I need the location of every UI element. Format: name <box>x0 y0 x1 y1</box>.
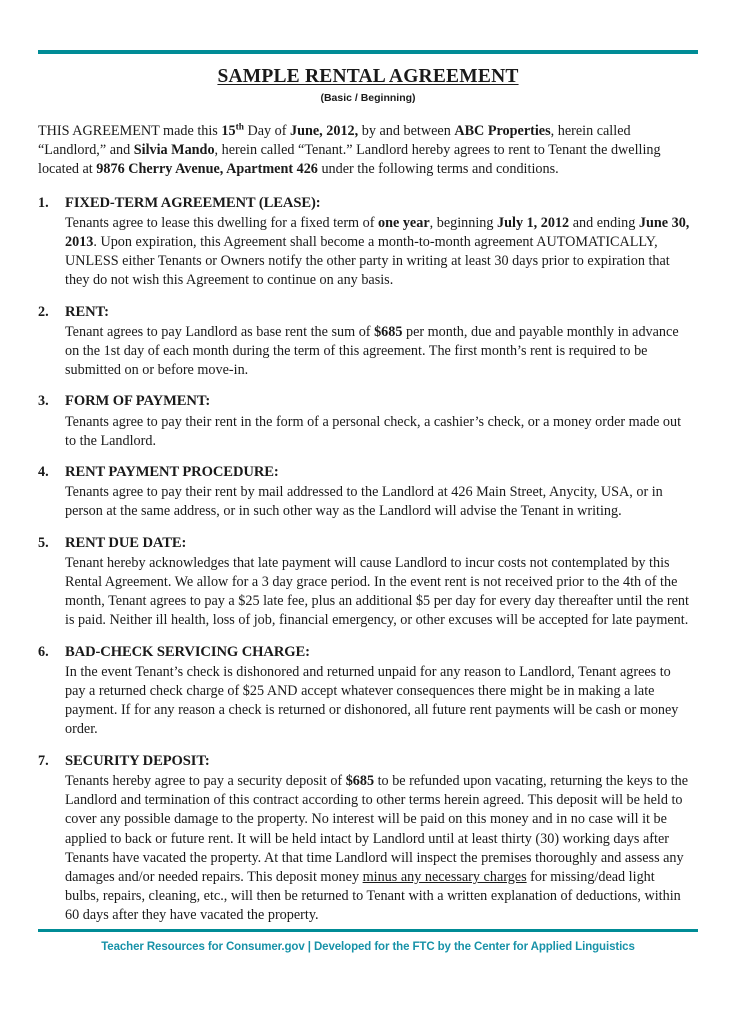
clause-list <box>38 194 692 926</box>
clause-text-run: Tenant agrees to pay Landlord as base rent the sum of <box>65 323 375 340</box>
clause-number: 6. <box>38 643 49 660</box>
clause-item <box>38 303 692 381</box>
clause-body <box>65 323 692 381</box>
clause-text-run: , beginning <box>429 214 498 231</box>
clause-text-run: Tenants agree to pay their rent by mail addressed to the Landlord at 426 Main Street, Anycity, USA, or in person at the same address, or in such other way as the Landlord will advise the Tenant in writing. <box>65 484 663 520</box>
tenant-name: Silvia Mando <box>133 142 215 159</box>
clause-text-run: for missing/dead light bulbs, repairs, cleaning, etc., will then be returned to Tenant with a written explanation of deductions, within 60 days after they have vacated the property. <box>65 868 681 924</box>
clause-text-run: Tenants agree to pay their rent in the form of a personal check, a cashier’s check, or a money order made out to the Landlord. <box>65 413 682 449</box>
agreement-intro-paragraph <box>38 122 692 180</box>
clause-body <box>65 483 692 521</box>
clause-emphasis-bold: $685 <box>345 772 375 789</box>
clause-text-run: and ending <box>569 214 639 231</box>
clause-text-run: to be refunded upon vacating, returning the keys to the Landlord and termination of this contract according to other terms herein agreed. This deposit will be held to cover any possible damage to the property. No interest will be paid on this money and in no case will it be applied to back or future rent. It will be held intact by Landlord until at least thirty (30) working days after Tenants have vacated the property. At that time Landlord will inspect the premises thoroughly and assess any damages and/or needed repairs. This deposit money <box>65 772 689 885</box>
clause-body <box>65 214 692 291</box>
clause-text-run: Tenants agree to lease this dwelling for a fixed term of <box>65 214 378 231</box>
clause-heading: RENT: <box>65 303 109 320</box>
clause-body <box>65 413 692 451</box>
clause-number: 7. <box>38 752 49 769</box>
intro-date: June, 2012, <box>290 123 359 139</box>
header-divider-rule <box>38 50 698 54</box>
clause-heading: FORM OF PAYMENT: <box>65 393 211 410</box>
footer-attribution: Teacher Resources for Consumer.gov | Developed for the FTC by the Center for Applied Linguistics <box>101 941 635 953</box>
clause-item <box>38 392 692 451</box>
clause-item <box>38 752 692 926</box>
clause-item <box>38 194 692 291</box>
clause-emphasis-bold: one year <box>378 214 430 231</box>
landlord-name: ABC Properties <box>454 123 551 139</box>
clause-number: 3. <box>38 393 49 410</box>
intro-after-tenant-text: , herein called “Tenant.” Landlord hereby agrees to rent to Tenant the dwelling located at <box>38 142 661 178</box>
intro-after-day-text: Day of <box>243 123 291 139</box>
clause-item <box>38 463 692 522</box>
intro-lead-text: THIS AGREEMENT made this <box>38 123 222 139</box>
intro-after-landlord-text: , herein called “Landlord,” and <box>38 123 631 159</box>
page-subtitle: (Basic / Beginning) <box>320 92 416 104</box>
clause-number: 4. <box>38 464 49 481</box>
document-body <box>38 122 692 938</box>
clause-heading: BAD-CHECK SERVICING CHARGE: <box>65 643 310 660</box>
clause-body <box>65 554 692 631</box>
clause-heading: FIXED-TERM AGREEMENT (LEASE): <box>65 194 321 211</box>
clause-emphasis-underline: minus any necessary charges <box>362 868 527 885</box>
clause-text-run: per month, due and payable monthly in advance on the 1st day of each month during the term of this agreement. The first month’s rent is required to be submitted on or before move-in. <box>65 323 679 379</box>
clause-number: 1. <box>38 194 49 211</box>
clause-text-run: . Upon expiration, this Agreement shall become a month-to-month agreement AUTOMATICALLY, UNLESS either Tenants or Owners notify the other party in writing at least 30 days prior to expiration that they do not wish this Agreement to continue on any basis. <box>65 234 670 289</box>
clause-heading: SECURITY DEPOSIT: <box>65 752 210 769</box>
clause-item <box>38 534 692 631</box>
clause-text-run: In the event Tenant’s check is dishonored and returned unpaid for any reason to Landlord, Tenant agrees to pay a returned check charge of $25 AND accept whatever consequences there might be in making a late payment. If for any reason a check is returned or dishonored, all future rent payments will be cash or money order. <box>65 663 679 738</box>
clause-body <box>65 663 692 740</box>
clause-number: 2. <box>38 303 49 320</box>
clause-item <box>38 643 692 740</box>
clause-heading: RENT DUE DATE: <box>65 534 187 551</box>
footer-divider-rule <box>38 929 698 932</box>
intro-day-number: 15 <box>221 123 236 139</box>
clause-text-run: Tenants hereby agree to pay a security deposit of <box>65 772 346 789</box>
clause-heading: RENT PAYMENT PROCEDURE: <box>65 464 279 481</box>
clause-emphasis-bold: June 30, 2013 <box>65 214 690 251</box>
clause-number: 5. <box>38 534 49 551</box>
clause-body <box>65 772 692 926</box>
intro-day-suffix: th <box>235 122 244 133</box>
clause-emphasis-bold: $685 <box>374 323 403 340</box>
page-title: SAMPLE RENTAL AGREEMENT <box>217 66 519 87</box>
property-address: 9876 Cherry Avenue, Apartment 426 <box>96 161 318 178</box>
intro-after-date-text: by and between <box>358 123 455 139</box>
intro-tail-text: under the following terms and conditions. <box>317 161 559 178</box>
clause-emphasis-bold: July 1, 2012 <box>497 214 570 231</box>
clause-text-run: Tenant hereby acknowledges that late payment will cause Landlord to incur costs not contemplated by this Rental Agreement. We allow for a 3 day grace period. In the event rent is not received prior to the 4th of the month, Tenant agrees to pay a $25 late fee, plus an additional $5 per day for every day thereafter until the rent is paid. Neither ill health, loss of job, financial emergency, or other excuses will be accepted for late payment. <box>65 554 689 629</box>
